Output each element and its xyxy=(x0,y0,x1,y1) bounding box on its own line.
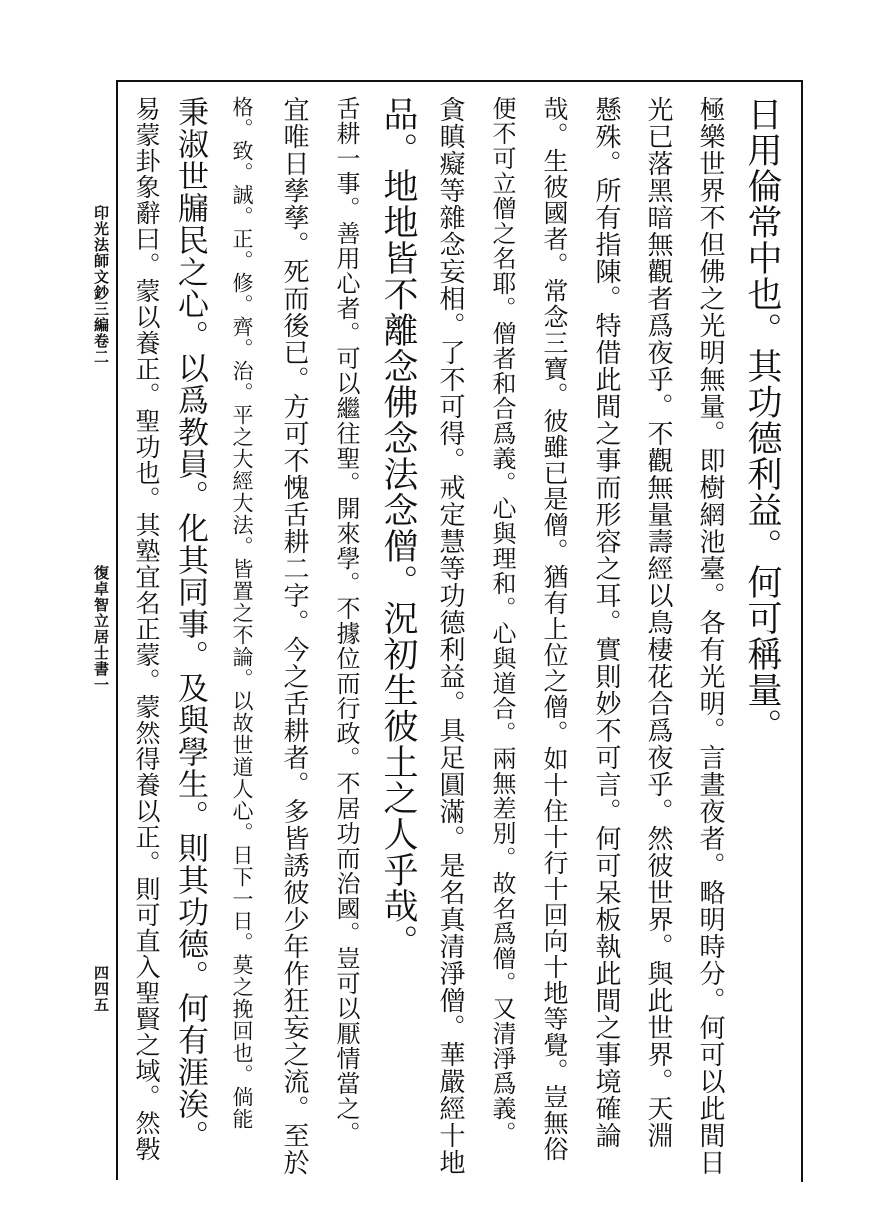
text-column: 懸殊。所有指陳。特借此間之事而形容之耳。實則妙不可言。何可呆板執此間之事境確論 xyxy=(591,96,621,1149)
text-column: 便不可立僧之名耶。僧者和合爲義。心與理和。心與道合。兩無差別。故名爲僧。又清淨爲義。 xyxy=(488,96,516,1146)
text-column: 日用倫常中也。其功德利益。何可稱量。 xyxy=(742,96,782,744)
text-column: 品。地地皆不離念佛念法念僧。況初生彼土之人乎哉。 xyxy=(378,96,418,960)
text-column: 舌耕一事。善用心者。可以繼往聖。開來學。不據位而行政。不居功而治國。豈可以厭情當之。 xyxy=(332,96,360,1146)
text-column: 宜唯日孳孳。死而後已。方可不愧舌耕二字。今之舌耕者。多皆誘彼少年作狂妄之流。至於 xyxy=(279,96,309,1176)
page-number: 四四五 xyxy=(92,965,110,1013)
book-title: 印光法師文鈔三編卷二 xyxy=(92,205,110,365)
text-column: 光已落黑暗無觀者爲夜乎。不觀無量壽經以鳥棲花合爲夜乎。然彼世界。與此世界。天淵 xyxy=(643,96,673,1149)
margin-divider xyxy=(116,80,118,1180)
text-column: 秉淑世牖民之心。以爲教員。化其同事。及與學生。則其功德。何有涯涘。 xyxy=(172,96,208,1152)
text-column: 哉。生彼國者。常念三寶。彼雖已是僧。猶有上位之僧。如十住十行十回向十地等覺。豈無俗 xyxy=(540,96,569,1162)
text-column: 格。致。誠。正。修。齊。治。平之大經大法。皆置之不論。以故世道人心。日下一日。莫之挽回也。倘能 xyxy=(230,96,254,1130)
text-column: 易蒙卦象辭曰。蒙以養正。聖功也。其塾宜名正蒙。蒙然得養以正。則可直入聖賢之域。然斅 xyxy=(132,96,161,1162)
section-title: 復卓智立居士書一 xyxy=(92,565,110,693)
text-column: 極樂世界不但佛之光明無量。即樹網池臺。各有光明。言晝夜者。略明時分。何可以此間日 xyxy=(695,96,725,1176)
text-column: 貪瞋癡等雜念妄相。了不可得。戒定慧等功德利益。具足圓滿。是名真清淨僧。華嚴經十地 xyxy=(435,96,465,1176)
